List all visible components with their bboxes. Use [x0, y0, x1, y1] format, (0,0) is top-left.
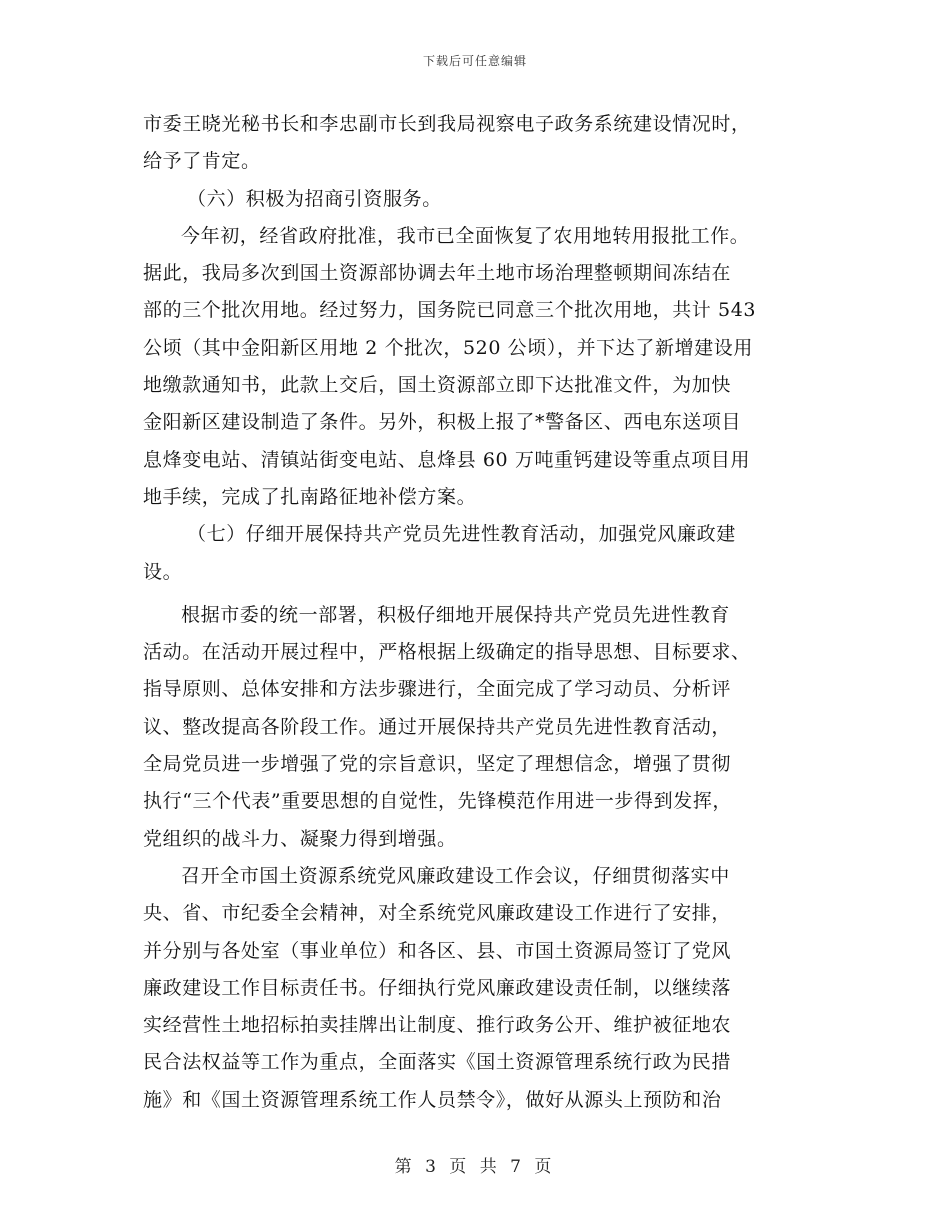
document-body [143, 106, 813, 1119]
section-heading-six: （六）积极为招商引资服务。 [187, 187, 442, 210]
body-line: 党组织的战斗力、凝聚力得到增强。 [143, 827, 457, 850]
header-note: 下载后可任意编辑 [422, 54, 527, 68]
body-line: 设。 [143, 560, 183, 583]
body-line: 议、整改提高各阶段工作。通过开展保持共产党员先进性教育活动， [143, 715, 732, 738]
page-number-footer: 第 3 页 共 7 页 [394, 1157, 556, 1177]
body-line: 施》和《国土资源管理系统工作人员禁令》，做好从源头上预防和治 [143, 1088, 722, 1111]
body-line: 给予了肯定。 [143, 150, 261, 173]
body-line: 市委王晓光秘书长和李忠副市长到我局视察电子政务系统建设情况时， [143, 113, 751, 135]
body-line: 活动。在活动开展过程中，严格根据上级确定的指导思想、目标要求、 [143, 641, 751, 664]
paragraph-start: 今年初，经省政府批准，我市已全面恢复了农用地转用报批工作。 [181, 224, 750, 247]
body-line: 地缴款通知书，此款上交后，国土资源部立即下达批准文件，为加快 [143, 374, 732, 397]
body-line: 央、省、市纪委全会精神，对全系统党风廉政建设工作进行了安排， [143, 902, 732, 925]
paragraph-start: 根据市委的统一部署，积极仔细地开展保持共产党员先进性教育 [181, 603, 730, 626]
body-line: 金阳新区建设制造了条件。另外，积极上报了*警备区、西电东送项目 [143, 411, 742, 434]
body-line: 全局党员进一步增强了党的宗旨意识，坚定了理想信念，增强了贯彻 [143, 753, 732, 776]
body-line: 地手续，完成了扎南路征地补偿方案。 [143, 485, 477, 508]
paragraph-start: 召开全市国土资源系统党风廉政建设工作会议，仔细贯彻落实中 [181, 864, 730, 887]
body-line: 执行“三个代表”重要思想的自觉性，先锋模范作用进一步得到发挥， [143, 790, 733, 813]
body-line: 息烽变电站、清镇站街变电站、息烽县 60 万吨重钙建设等重点项目用 [143, 448, 751, 471]
body-line: 民合法权益等工作为重点，全面落实《国土资源管理系统行政为民措 [143, 1051, 732, 1074]
body-line: 廉政建设工作目标责任书。仔细执行党风廉政建设责任制，以继续落 [143, 976, 732, 999]
body-line: 实经营性土地招标拍卖挂牌出让制度、推行政务公开、维护被征地农 [143, 1014, 732, 1037]
body-line: 指导原则、总体安排和方法步骤进行，全面完成了学习动员、分析评 [143, 678, 732, 701]
section-heading-seven: （七）仔细开展保持共产党员先进性教育活动，加强党风廉政建 [187, 523, 736, 546]
body-line: 部的三个批次用地。经过努力，国务院已同意三个批次用地，共计 543 [143, 299, 757, 322]
body-line: 并分别与各处室（事业单位）和各区、县、市国土资源局签订了党风 [143, 939, 732, 962]
body-line: 公顷（其中金阳新区用地 2 个批次，520 公顷），并下达了新增建设用 [143, 336, 753, 359]
body-line: 据此，我局多次到国土资源部协调去年土地市场治理整顿期间冻结在 [143, 262, 732, 285]
